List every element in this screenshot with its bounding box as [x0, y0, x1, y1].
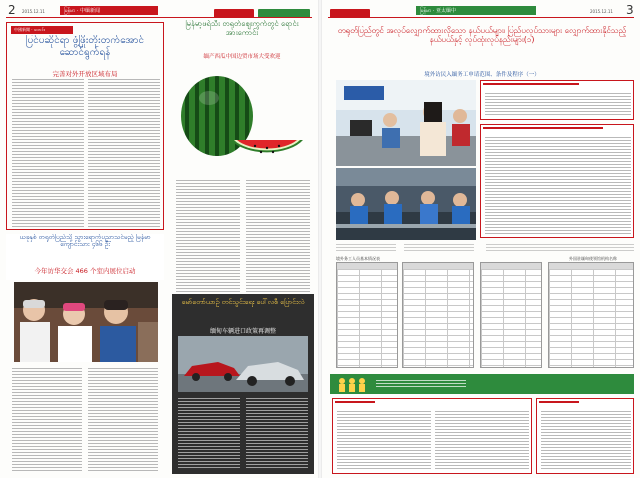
- watermelon-photo: [175, 62, 307, 174]
- newspaper-logo: [214, 4, 310, 15]
- lead-article-tag: 中國新聞 · သတင်း: [11, 26, 73, 34]
- procedures-box: [480, 124, 634, 238]
- watermelon-body-column-1: [176, 180, 240, 292]
- table-middle: [402, 262, 474, 368]
- students-headline-chinese: 今年访华交会 466 个室内展位启动: [34, 267, 136, 275]
- students-photo: [14, 282, 158, 362]
- bottom-box-left-tag: [335, 401, 375, 403]
- lead-article: [6, 22, 164, 230]
- car-body-column-2: [246, 398, 308, 468]
- right-top-rule: [328, 17, 634, 18]
- main-headline: တရုတ်ပြည်တွင် အလုပ်လျှောက်ထားလိုသော နယ်ပယ်များ၊ ပြည်ပလုပ်သားများ လျှောက်ထားနိုင်သည့် နယ်ပယ်နှင့် လုပ်ထုံးလုပ်နည်းများ(၁): [337, 26, 627, 45]
- factory-workers-photo: [336, 168, 476, 240]
- office-workers-photo: [336, 80, 476, 166]
- car-article: [172, 294, 314, 474]
- watermelon-body-column-2: [246, 180, 310, 292]
- students-body-column-1: [12, 368, 82, 472]
- students-headline: ယခုနှစ် တရုတ်ပြည်သို့ သွားရောက်ပညာသင်မည့် မြန်မာကျောင်းသား ၄၆၆ ဦး: [19, 234, 151, 249]
- left-page: [0, 0, 318, 478]
- procedures-box-tag: [483, 127, 603, 129]
- watermelon-headline: မြန်မာ့ဖရဲသီး တရုတ်ဈေးကွက်တွင် ရောင်းအားကောင်း: [185, 20, 299, 37]
- lead-headline-chinese: 完善对外开放区域布局: [52, 70, 118, 78]
- bottom-box-left: [332, 398, 532, 474]
- bottom-banner: [330, 374, 634, 394]
- right-masthead: မြန်မာ · 亚太缅中: [416, 6, 536, 15]
- lead-body-column-2: [88, 79, 160, 227]
- conditions-box: [480, 80, 634, 120]
- bottom-box-right-body: [541, 411, 631, 471]
- lead-body-column-1: [12, 79, 84, 227]
- bottom-box-left-col-2: [435, 411, 529, 471]
- table-right: [548, 262, 634, 368]
- students-header: [6, 234, 164, 280]
- table-intro-3: [486, 244, 634, 252]
- table-intro-1: [336, 244, 396, 252]
- table2-title: 外国驻缅甸使领馆机构名称: [569, 256, 617, 261]
- left-top-rule: [6, 17, 312, 18]
- conditions-box-body: [485, 93, 631, 117]
- watermelon-headline-chinese: 缅产西瓜中国边贸市场大受欢迎: [203, 54, 281, 60]
- left-page-number: 2: [8, 3, 16, 17]
- car-photo: [178, 336, 308, 392]
- students-body-column-2: [88, 368, 158, 472]
- right-page: [322, 0, 640, 478]
- people-icon: [334, 374, 374, 394]
- bottom-box-left-col-1: [337, 411, 431, 471]
- conditions-box-tag: [483, 83, 579, 85]
- table1-title: 境外务工人员基本情况表: [336, 256, 380, 261]
- bottom-banner-title: [376, 380, 466, 388]
- table-center: [480, 262, 542, 368]
- procedures-box-body: [485, 137, 631, 235]
- car-body-column-1: [178, 398, 240, 468]
- lead-headline: ပြင်ပဆိုင်ရာ ဖွံ့ဖြိုးတိုးတက်အောင် ဆောင်ရွက်ရန်: [25, 35, 145, 58]
- left-masthead: မြန်မာ · 中缅新闻: [60, 6, 158, 15]
- main-headline-chinese: 境外访民入缅务工申请范围、条件及程序（一）: [424, 72, 540, 78]
- car-headline-chinese: 缅甸车辆进口政策再调整: [209, 328, 276, 335]
- bottom-box-right-tag: [539, 401, 579, 403]
- right-page-date: 2015.12.11: [590, 9, 613, 14]
- car-headline: မော်တော်ယာဉ် တင်သွင်းရေး ပေါ်လစီ ပြောင်းလဲ: [181, 298, 305, 306]
- right-newspaper-logo: [330, 4, 370, 15]
- right-page-number: 3: [626, 3, 634, 17]
- bottom-box-right: [536, 398, 634, 474]
- table-intro-2: [404, 244, 474, 252]
- table-left: [336, 262, 398, 368]
- left-page-date: 2015.12.11: [22, 9, 45, 14]
